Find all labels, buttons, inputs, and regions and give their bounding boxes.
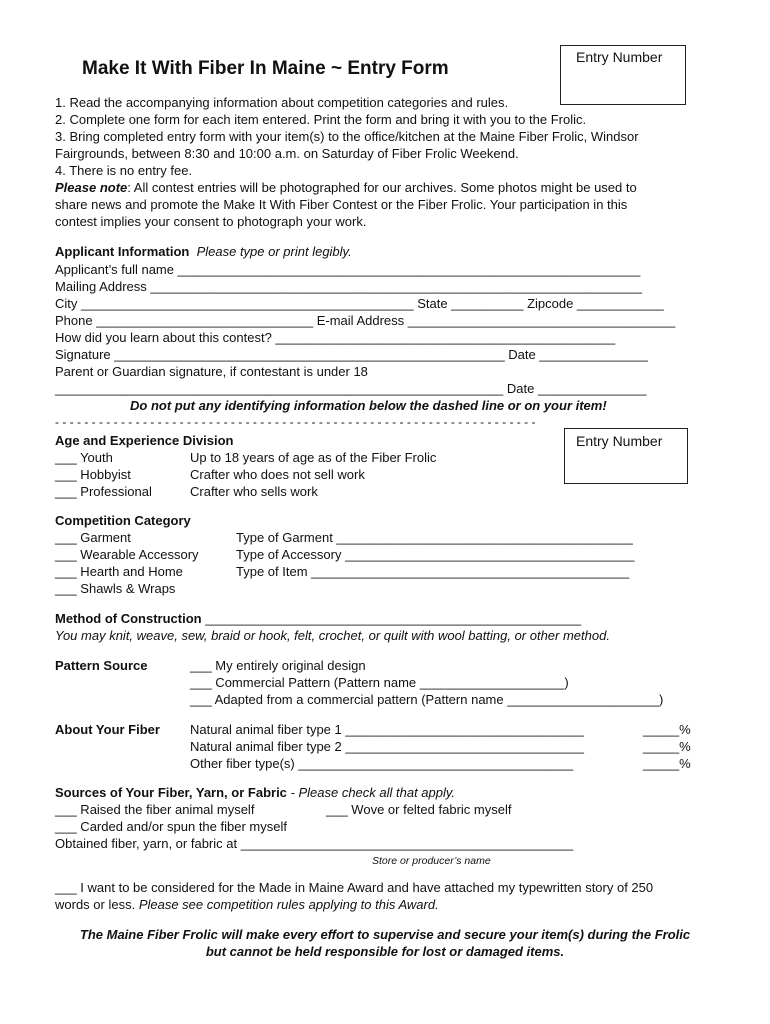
other-fiber-percent[interactable]: _____% [643, 756, 691, 771]
signature-date-field[interactable]: Signature ______________________________________________________ Date _______________ [55, 347, 648, 362]
wove-felted-option[interactable]: ___ Wove or felted fabric myself [326, 802, 512, 817]
instruction-4: 4. There is no entry fee. [55, 163, 193, 178]
instruction-3: 3. Bring completed entry form with your item(s) to the office/kitchen at the Maine Fiber Frolic, Windsor [55, 129, 639, 144]
city-state-zip-field[interactable]: City ______________________________________________ State __________ Zipcode ____________ [55, 296, 664, 311]
fiber-type-2-percent[interactable]: _____% [643, 739, 691, 754]
age-professional-option[interactable]: ___ Professional [55, 484, 152, 499]
footer-disclaimer-2: but cannot be held responsible for lost or damaged items. [205, 944, 565, 959]
entry-number-label-2: Entry Number [576, 433, 663, 449]
fiber-type-1-field[interactable]: Natural animal fiber type 1 _________________________________ [190, 722, 584, 737]
dashed-divider: - - - - - - - - - - - - - - - - - - - - - - - - - - - - - - - - - - - - - - - - - - - - - - - - - - - - - - - - - - - - - - - - - - [55, 415, 536, 429]
no-identifying-warning: Do not put any identifying information below the dashed line or on your item! [130, 398, 607, 413]
obtained-at-field[interactable]: Obtained fiber, yarn, or fabric at ______________________________________________ [55, 836, 574, 851]
instruction-2: 2. Complete one form for each item entered. Print the form and bring it with you to the Frolic. [55, 112, 587, 127]
category-heading: Competition Category [55, 513, 191, 528]
award-text: words or less. [55, 897, 139, 912]
entry-number-label: Entry Number [576, 49, 663, 65]
sources-subheading: - Please check all that apply. [286, 785, 456, 800]
category-accessory-option[interactable]: ___ Wearable Accessory [55, 547, 199, 562]
fiber-heading: About Your Fiber [55, 722, 160, 737]
other-fiber-field[interactable]: Other fiber type(s) ______________________________________ [190, 756, 574, 771]
fiber-type-2-field[interactable]: Natural animal fiber type 2 _________________________________ [190, 739, 584, 754]
age-hobbyist-desc: Crafter who does not sell work [190, 467, 365, 482]
fiber-type-1-percent[interactable]: _____% [643, 722, 691, 737]
construction-field[interactable]: ____________________________________________________ [201, 611, 582, 626]
carded-spun-option[interactable]: ___ Carded and/or spun the fiber myself [55, 819, 287, 834]
age-youth-desc: Up to 18 years of age as of the Fiber Frolic [190, 450, 437, 465]
full-name-field[interactable]: Applicant’s full name ________________________________________________________________ [55, 262, 641, 277]
sources-heading: Sources of Your Fiber, Yarn, or Fabric [55, 785, 287, 800]
applicant-heading-row [55, 244, 352, 260]
category-hearth-option[interactable]: ___ Hearth and Home [55, 564, 183, 579]
type-of-accessory-field[interactable]: Type of Accessory ________________________________________ [236, 547, 635, 562]
applicant-heading: Applicant Information [55, 244, 190, 259]
note-text-1: : All contest entries will be photographed for our archives. Some photos might be used to [127, 180, 637, 195]
sources-heading-row [55, 785, 455, 801]
applicant-subheading: Please type or print legibly. [196, 244, 352, 259]
age-professional-desc: Crafter who sells work [190, 484, 318, 499]
phone-email-field[interactable]: Phone ______________________________ E-mail Address _____________________________________ [55, 313, 676, 328]
construction-heading: Method of Construction [55, 611, 202, 626]
construction-note: You may knit, weave, sew, braid or hook, felt, crochet, or quilt with wool batting, or other method. [55, 628, 610, 643]
footer-disclaimer-1: The Maine Fiber Frolic will make every effort to supervise and secure your item(s) during the Frolic [79, 927, 691, 942]
pattern-heading: Pattern Source [55, 658, 148, 673]
instruction-1: 1. Read the accompanying information about competition categories and rules. [55, 95, 509, 110]
mailing-address-field[interactable]: Mailing Address ____________________________________________________________________ [55, 279, 643, 294]
category-garment-option[interactable]: ___ Garment [55, 530, 131, 545]
award-line-2 [55, 897, 439, 913]
category-shawls-option[interactable]: ___ Shawls & Wraps [55, 581, 176, 596]
award-rules-note: Please see competition rules applying to this Award. [138, 897, 439, 912]
age-hobbyist-option[interactable]: ___ Hobbyist [55, 467, 131, 482]
note-line-1 [55, 180, 637, 196]
instruction-3-cont: Fairgrounds, between 8:30 and 10:00 a.m. on Saturday of Fiber Frolic Weekend. [55, 146, 519, 161]
learn-contest-field[interactable]: How did you learn about this contest? _______________________________________________ [55, 330, 616, 345]
construction-row[interactable] [55, 611, 581, 627]
pattern-adapted-option[interactable]: ___ Adapted from a commercial pattern (Pattern name _____________________) [190, 692, 664, 707]
note-line-3: contest implies your consent to photograph your work. [55, 214, 367, 229]
parent-signature-field[interactable]: ______________________________________________________________ Date _______________ [55, 381, 647, 396]
note-label: Please note [55, 180, 128, 195]
note-line-2: share news and promote the Make It With Fiber Contest or the Fiber Frolic. Your participation in this [55, 197, 628, 212]
form-title: Make It With Fiber In Maine ~ Entry Form [82, 58, 449, 79]
type-of-garment-field[interactable]: Type of Garment _________________________________________ [236, 530, 633, 545]
age-heading: Age and Experience Division [55, 433, 234, 448]
pattern-commercial-option[interactable]: ___ Commercial Pattern (Pattern name ____________________) [190, 675, 569, 690]
made-in-maine-award-option[interactable]: ___ I want to be considered for the Made in Maine Award and have attached my typewritten story of 250 [55, 880, 654, 895]
age-youth-option[interactable]: ___ Youth [55, 450, 113, 465]
pattern-original-option[interactable]: ___ My entirely original design [190, 658, 366, 673]
parent-signature-label: Parent or Guardian signature, if contestant is under 18 [55, 364, 368, 379]
raised-animal-option[interactable]: ___ Raised the fiber animal myself [55, 802, 255, 817]
store-caption: Store or producer’s name [372, 855, 491, 867]
type-of-item-field[interactable]: Type of Item ____________________________________________ [236, 564, 630, 579]
